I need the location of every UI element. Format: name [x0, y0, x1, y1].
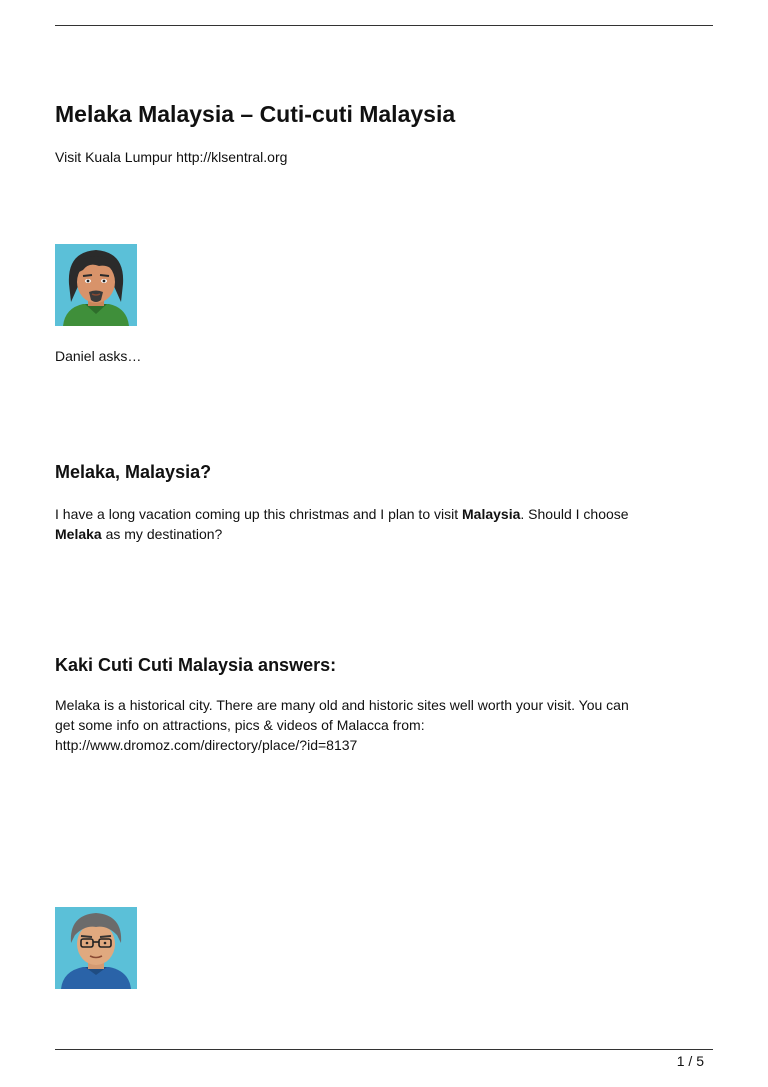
document-subtitle: Visit Kuala Lumpur http://klsentral.org [55, 149, 288, 165]
question-text-part: as my destination? [101, 526, 223, 542]
answer-text [55, 695, 715, 755]
page-number: 1 / 5 [676, 1053, 704, 1069]
answer-link[interactable]: http://www.dromoz.com/directory/place/?id=8137 [55, 737, 358, 753]
answerer-avatar [55, 907, 137, 989]
question-bold-city: Melaka [55, 526, 102, 542]
answer-line: Melaka is a historical city. There are many old and historic sites well worth your visit. You can [55, 697, 629, 713]
footer-rule [55, 1049, 713, 1050]
answer-line: get some info on attractions, pics & videos of Malacca from: [55, 717, 425, 733]
question-bold-country: Malaysia [462, 506, 521, 522]
header-rule [55, 25, 713, 26]
asker-name: Daniel asks… [55, 348, 142, 364]
question-text [55, 504, 715, 544]
asker-avatar [55, 244, 137, 326]
question-heading: Melaka, Malaysia? [55, 462, 212, 482]
document-title: Melaka Malaysia – Cuti-cuti Malaysia [55, 101, 456, 127]
question-text-part: . Should I choose [520, 506, 629, 522]
answer-heading: Kaki Cuti Cuti Malaysia answers: [55, 655, 337, 675]
question-text-part: I have a long vacation coming up this christmas and I plan to visit [55, 506, 462, 522]
